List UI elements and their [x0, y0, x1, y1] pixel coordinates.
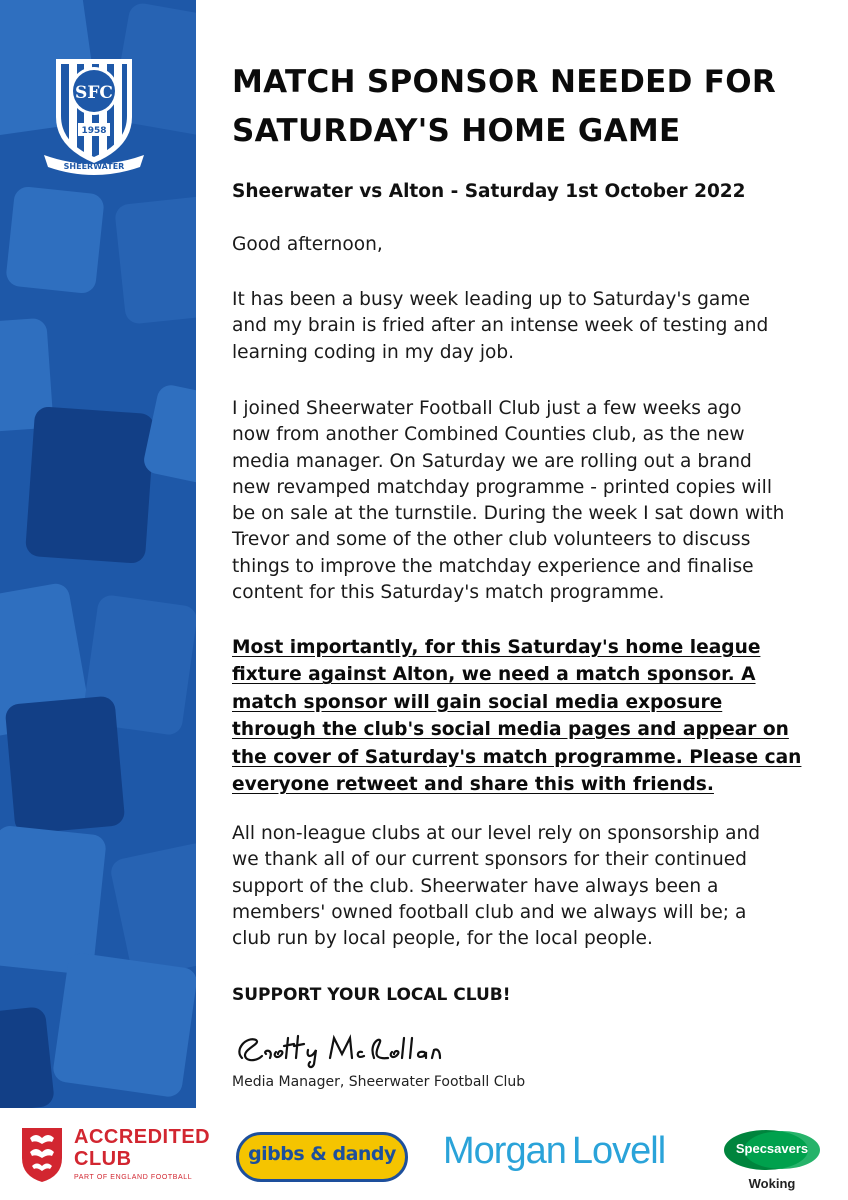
- club-crest-logo: [42, 55, 146, 181]
- greeting: Good afternoon,: [232, 234, 383, 255]
- crest-banner: SHEERWATER: [63, 162, 125, 171]
- title-line-2: SATURDAY'S HOME GAME: [232, 113, 681, 149]
- morgan-lovell-logo: [443, 1130, 673, 1180]
- crest-letters: SFC: [75, 83, 113, 103]
- accredited-tagline: PART OF ENGLAND FOOTBALL: [74, 1174, 193, 1181]
- accredited-club-logo: [18, 1124, 211, 1186]
- crest-year: 1958: [81, 126, 107, 136]
- lovell-text: Lovell: [571, 1130, 666, 1172]
- paragraph-sponsor-appeal: Most importantly, for this Saturday's home league fixture against Alton, we need a match sponsor. A match sponsor will gain social media exposure through the club's social media pages and appear on the cover of Saturday's match programme. Please can everyone retweet and share this with friends.: [232, 637, 802, 796]
- specsavers-text: Specsavers: [735, 1141, 809, 1156]
- specsavers-place: Woking: [748, 1176, 796, 1191]
- decorative-sidebar: [0, 0, 196, 1108]
- accredited-line-1: ACCREDITED: [74, 1126, 211, 1148]
- three-lions-icon: [18, 1124, 66, 1184]
- gibbs-and-dandy-logo: [236, 1132, 408, 1182]
- paragraph-sponsorship: All non-league clubs at our level rely on sponsorship and we thank all of our current sponsors for their continued support of the club. Sheerwater have always been a members' owned football club and we always will be; a club run by local people, for the local people.: [232, 823, 761, 950]
- morgan-text: Morgan: [443, 1130, 566, 1172]
- signature-svg: [232, 1030, 472, 1070]
- paragraph-busy-week: It has been a busy week leading up to Saturday's game and my brain is fried after an intense week of testing and learning coding in my day job.: [232, 289, 769, 363]
- page-title: [232, 58, 832, 156]
- sponsor-footer: [0, 1108, 848, 1200]
- specsavers-logo: [716, 1128, 828, 1192]
- paragraph-introduction: I joined Sheerwater Football Club just a few weeks ago now from another Combined Counties club, as the new media manager. On Saturday we are rolling out a brand new revamped matchday programme - printed copies will be on sale at the turnstile. During the week I sat down with Trevor and some of the other club volunteers to discuss things to improve the matchday experience and finalise content for this Saturday's match programme.: [232, 398, 785, 604]
- title-line-1: MATCH SPONSOR NEEDED FOR: [232, 64, 777, 100]
- match-subtitle: Sheerwater vs Alton - Saturday 1st October 2022: [232, 181, 746, 202]
- author-role: Media Manager, Sheerwater Football Club: [232, 1074, 526, 1090]
- handwritten-signature: [232, 1030, 472, 1077]
- support-callout: SUPPORT YOUR LOCAL CLUB!: [232, 985, 511, 1005]
- accredited-line-2: CLUB: [74, 1148, 132, 1170]
- gibbs-and-dandy-text: gibbs & dandy: [248, 1143, 396, 1165]
